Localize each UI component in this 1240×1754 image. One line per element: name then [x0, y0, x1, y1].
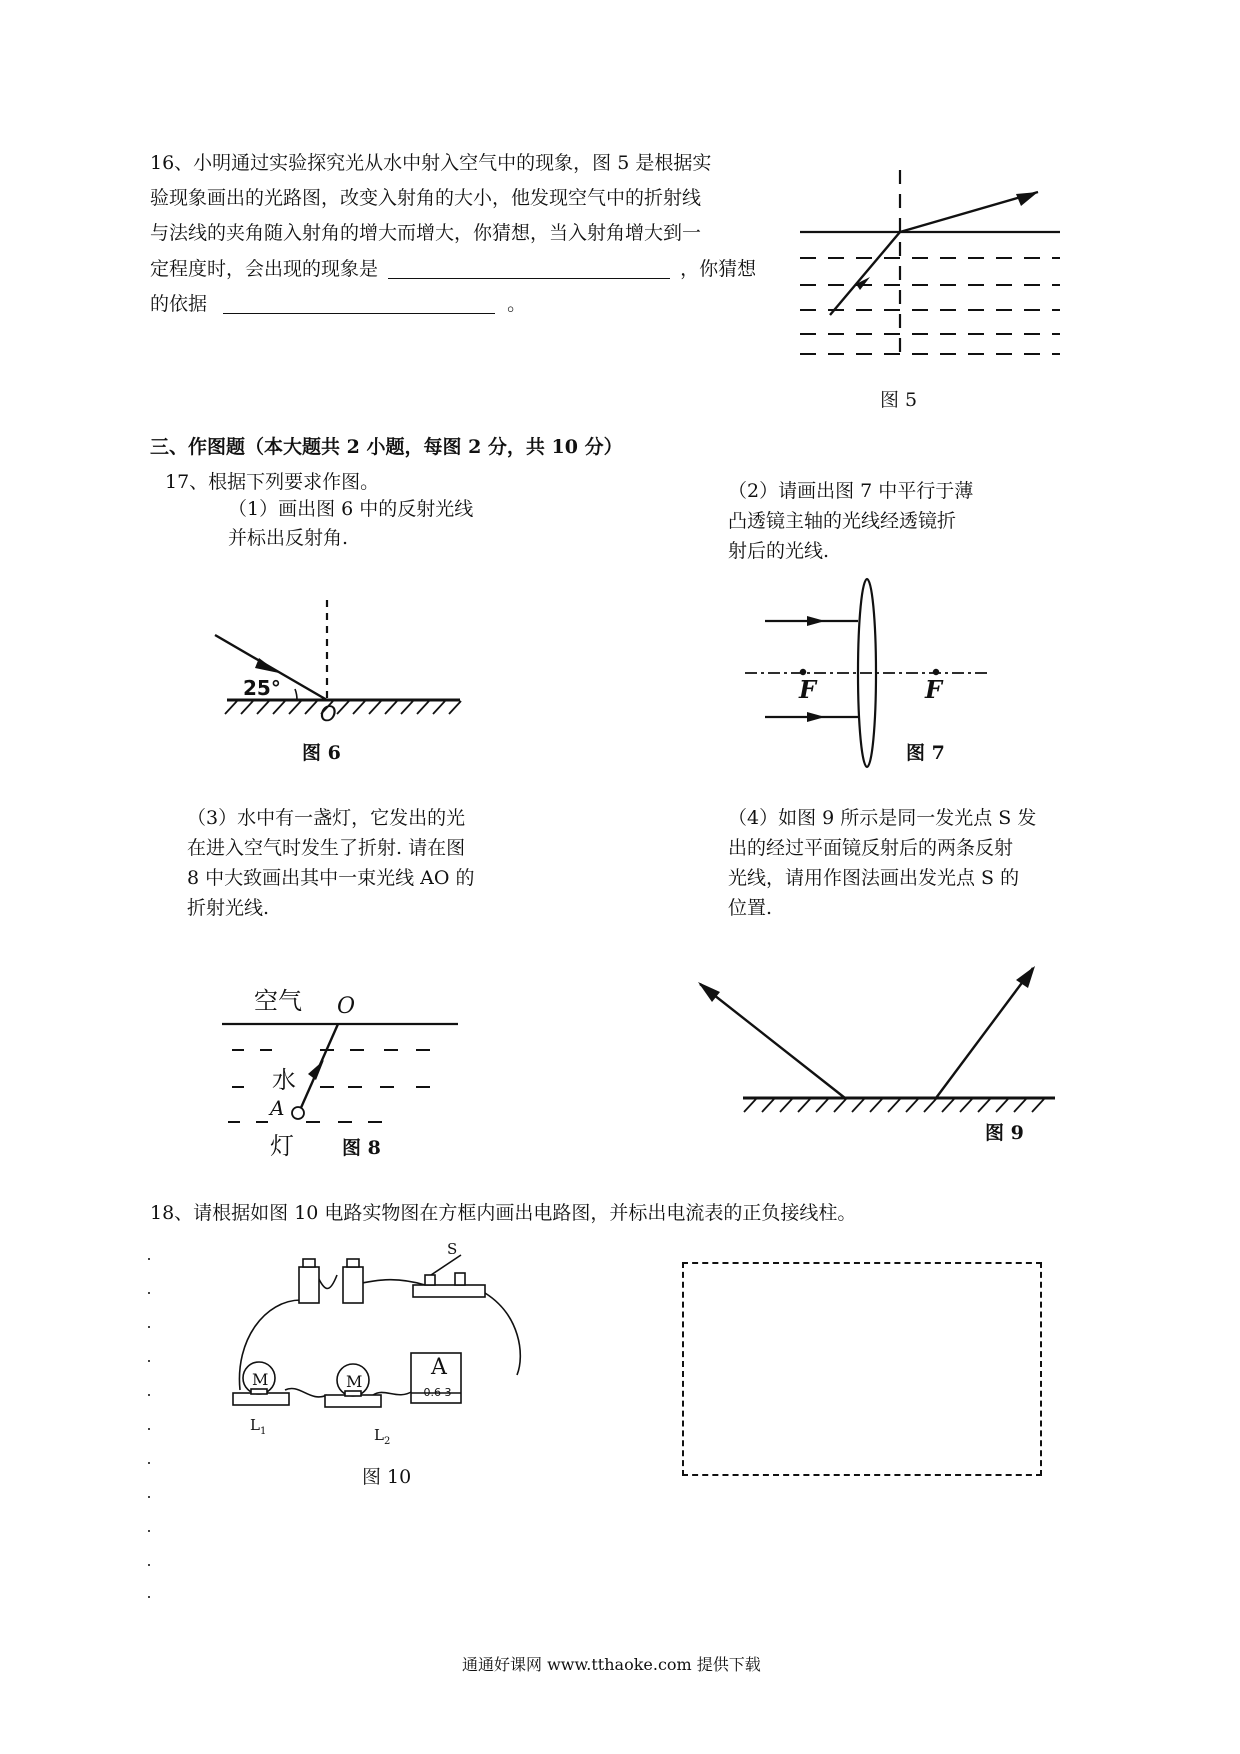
- figure-8-air-label: 空气: [254, 987, 302, 1015]
- figure-6-angle-arc: [295, 689, 297, 700]
- q17-part2-line-1: （2）请画出图 7 中平行于薄: [728, 480, 974, 502]
- figure-5-caption: 图 5: [880, 389, 918, 411]
- q17-part3-line-4: 折射光线.: [187, 897, 270, 919]
- q17-part4-line-2: 出的经过平面镜反射后的两条反射: [728, 837, 1014, 859]
- figure-9-arrow-left: [698, 982, 720, 1002]
- q17-part1-line-2: 并标出反射角.: [228, 527, 349, 549]
- q17-part4-line-3: 光线，请用作图法画出发光点 S 的: [728, 867, 1020, 889]
- figure-7-ray-bottom-arrow: [807, 712, 825, 722]
- figure-10-battery-2: [343, 1259, 363, 1303]
- figure-10-ammeter-scale: - 0.6 3: [416, 1386, 452, 1399]
- figure-10-lamp2-letter: L: [374, 1426, 384, 1444]
- q17-part4-line-4: 位置.: [728, 897, 773, 919]
- figure-10-lamp2-label: [374, 1426, 390, 1447]
- q18-answer-box[interactable]: [682, 1262, 1042, 1476]
- q17-part2-line-2: 凸透镜主轴的光线经透镜折: [728, 510, 957, 532]
- figure-5-refracted-ray: [900, 192, 1038, 232]
- figure-10-lamp1-letter: L: [250, 1416, 260, 1434]
- q17-intro: 17、根据下列要求作图。: [165, 471, 380, 493]
- figure-8-lamp-label: 灯: [270, 1132, 294, 1160]
- q16-answer-blank-2[interactable]: [223, 291, 495, 314]
- q17-part2-line-3: 射后的光线.: [728, 540, 830, 562]
- figure-6-incident-arrow: [255, 658, 279, 673]
- figure-7: [745, 575, 995, 775]
- figure-10-wire-switch-ammeter: [485, 1293, 520, 1375]
- figure-5: [790, 170, 1060, 380]
- figure-9-mirror-hatching: [744, 1099, 1044, 1112]
- figure-10-lamp2-sub: 2: [383, 1436, 391, 1447]
- page-footer: 通通好课网 www.tthaoke.com 提供下载: [462, 1655, 761, 1674]
- figure-8-lamp-circle: [292, 1107, 304, 1119]
- figure-7-focus-left-label: F: [799, 675, 817, 704]
- figure-10-switch: [413, 1255, 485, 1297]
- figure-8-point-a: A: [270, 1096, 285, 1120]
- q16-line-4: [150, 254, 756, 284]
- figure-6-point-o: O: [320, 702, 337, 726]
- q16-line-3: 与法线的夹角随入射角的增大而增大，你猜想，当入射角增大到一: [150, 222, 702, 244]
- q17-part3-line-3: 8 中大致画出其中一束光线 AO 的: [187, 867, 475, 889]
- margin-dots: [148, 1258, 152, 1598]
- figure-8-point-o: O: [337, 994, 356, 1019]
- q17-part4-line-1: （4）如图 9 所示是同一发光点 S 发: [728, 807, 1037, 829]
- figure-5-incident-ray: [830, 232, 900, 315]
- q17-part3-line-1: （3）水中有一盏灯，它发出的光: [187, 807, 466, 829]
- figure-10-wire-lamp1-lamp2: [285, 1388, 327, 1396]
- figure-7-focus-right-label: F: [925, 675, 943, 704]
- figure-8-ray-arrow: [308, 1060, 324, 1080]
- q16-line5-tail: 。: [507, 293, 527, 315]
- figure-5-incident-arrow: [856, 277, 870, 290]
- q16-line4-tail: ，你猜想: [680, 258, 757, 280]
- figure-10-caption: 图 10: [362, 1466, 412, 1488]
- q16-line5-text: 的依据: [150, 293, 208, 315]
- figure-7-ray-top-arrow: [807, 616, 825, 626]
- section-3-heading: 三、作图题（本大题共 2 小题，每图 2 分，共 10 分）: [150, 436, 623, 458]
- figure-10-lamp2-motor: M: [346, 1372, 363, 1391]
- figure-8-caption: 图 8: [342, 1137, 381, 1159]
- figure-9: [690, 958, 1050, 1128]
- figure-10-battery-1: [299, 1259, 319, 1303]
- figure-10-switch-label: S: [447, 1240, 458, 1258]
- figure-10-ammeter-label: A: [431, 1355, 447, 1380]
- q16-answer-blank-1[interactable]: [388, 256, 670, 279]
- q16-line-5: [150, 289, 526, 319]
- q16-line4-text: 定程度时，会出现的现象是: [150, 258, 379, 280]
- figure-10-lamp1-motor: M: [252, 1370, 269, 1389]
- q17-part1-line-1: （1）画出图 6 中的反射光线: [228, 498, 474, 520]
- q16-line-1: 16、小明通过实验探究光从水中射入空气中的现象，图 5 是根据实: [150, 152, 712, 174]
- figure-8-water-dashes: [228, 1050, 430, 1122]
- q17-part3-line-2: 在进入空气时发生了折射. 请在图: [187, 837, 466, 859]
- figure-7-caption: 图 7: [906, 742, 945, 764]
- figure-10: [225, 1245, 535, 1415]
- figure-6-mirror-hatching: [225, 701, 461, 714]
- figure-8-water-label: 水: [272, 1066, 296, 1094]
- q16-line-2: 验现象画出的光路图，改变入射角的大小，他发现空气中的折射线: [150, 187, 702, 209]
- figure-6-angle-label: 25°: [243, 676, 281, 700]
- figure-10-lamp1-label: [250, 1416, 266, 1437]
- q18-text: 18、请根据如图 10 电路实物图在方框内画出电路图，并标出电流表的正负接线柱。: [150, 1202, 857, 1224]
- figure-9-reflected-ray-right: [936, 968, 1033, 1098]
- figure-8: [220, 1010, 460, 1140]
- figure-9-arrow-right: [1016, 966, 1035, 988]
- figure-6-caption: 图 6: [302, 742, 341, 764]
- figure-10-lamp1-sub: 1: [259, 1426, 267, 1437]
- figure-9-reflected-ray-left: [700, 984, 845, 1098]
- figure-5-refracted-arrow: [1016, 192, 1038, 206]
- figure-9-caption: 图 9: [985, 1122, 1024, 1144]
- figure-10-wire-battery-battery: [317, 1275, 337, 1289]
